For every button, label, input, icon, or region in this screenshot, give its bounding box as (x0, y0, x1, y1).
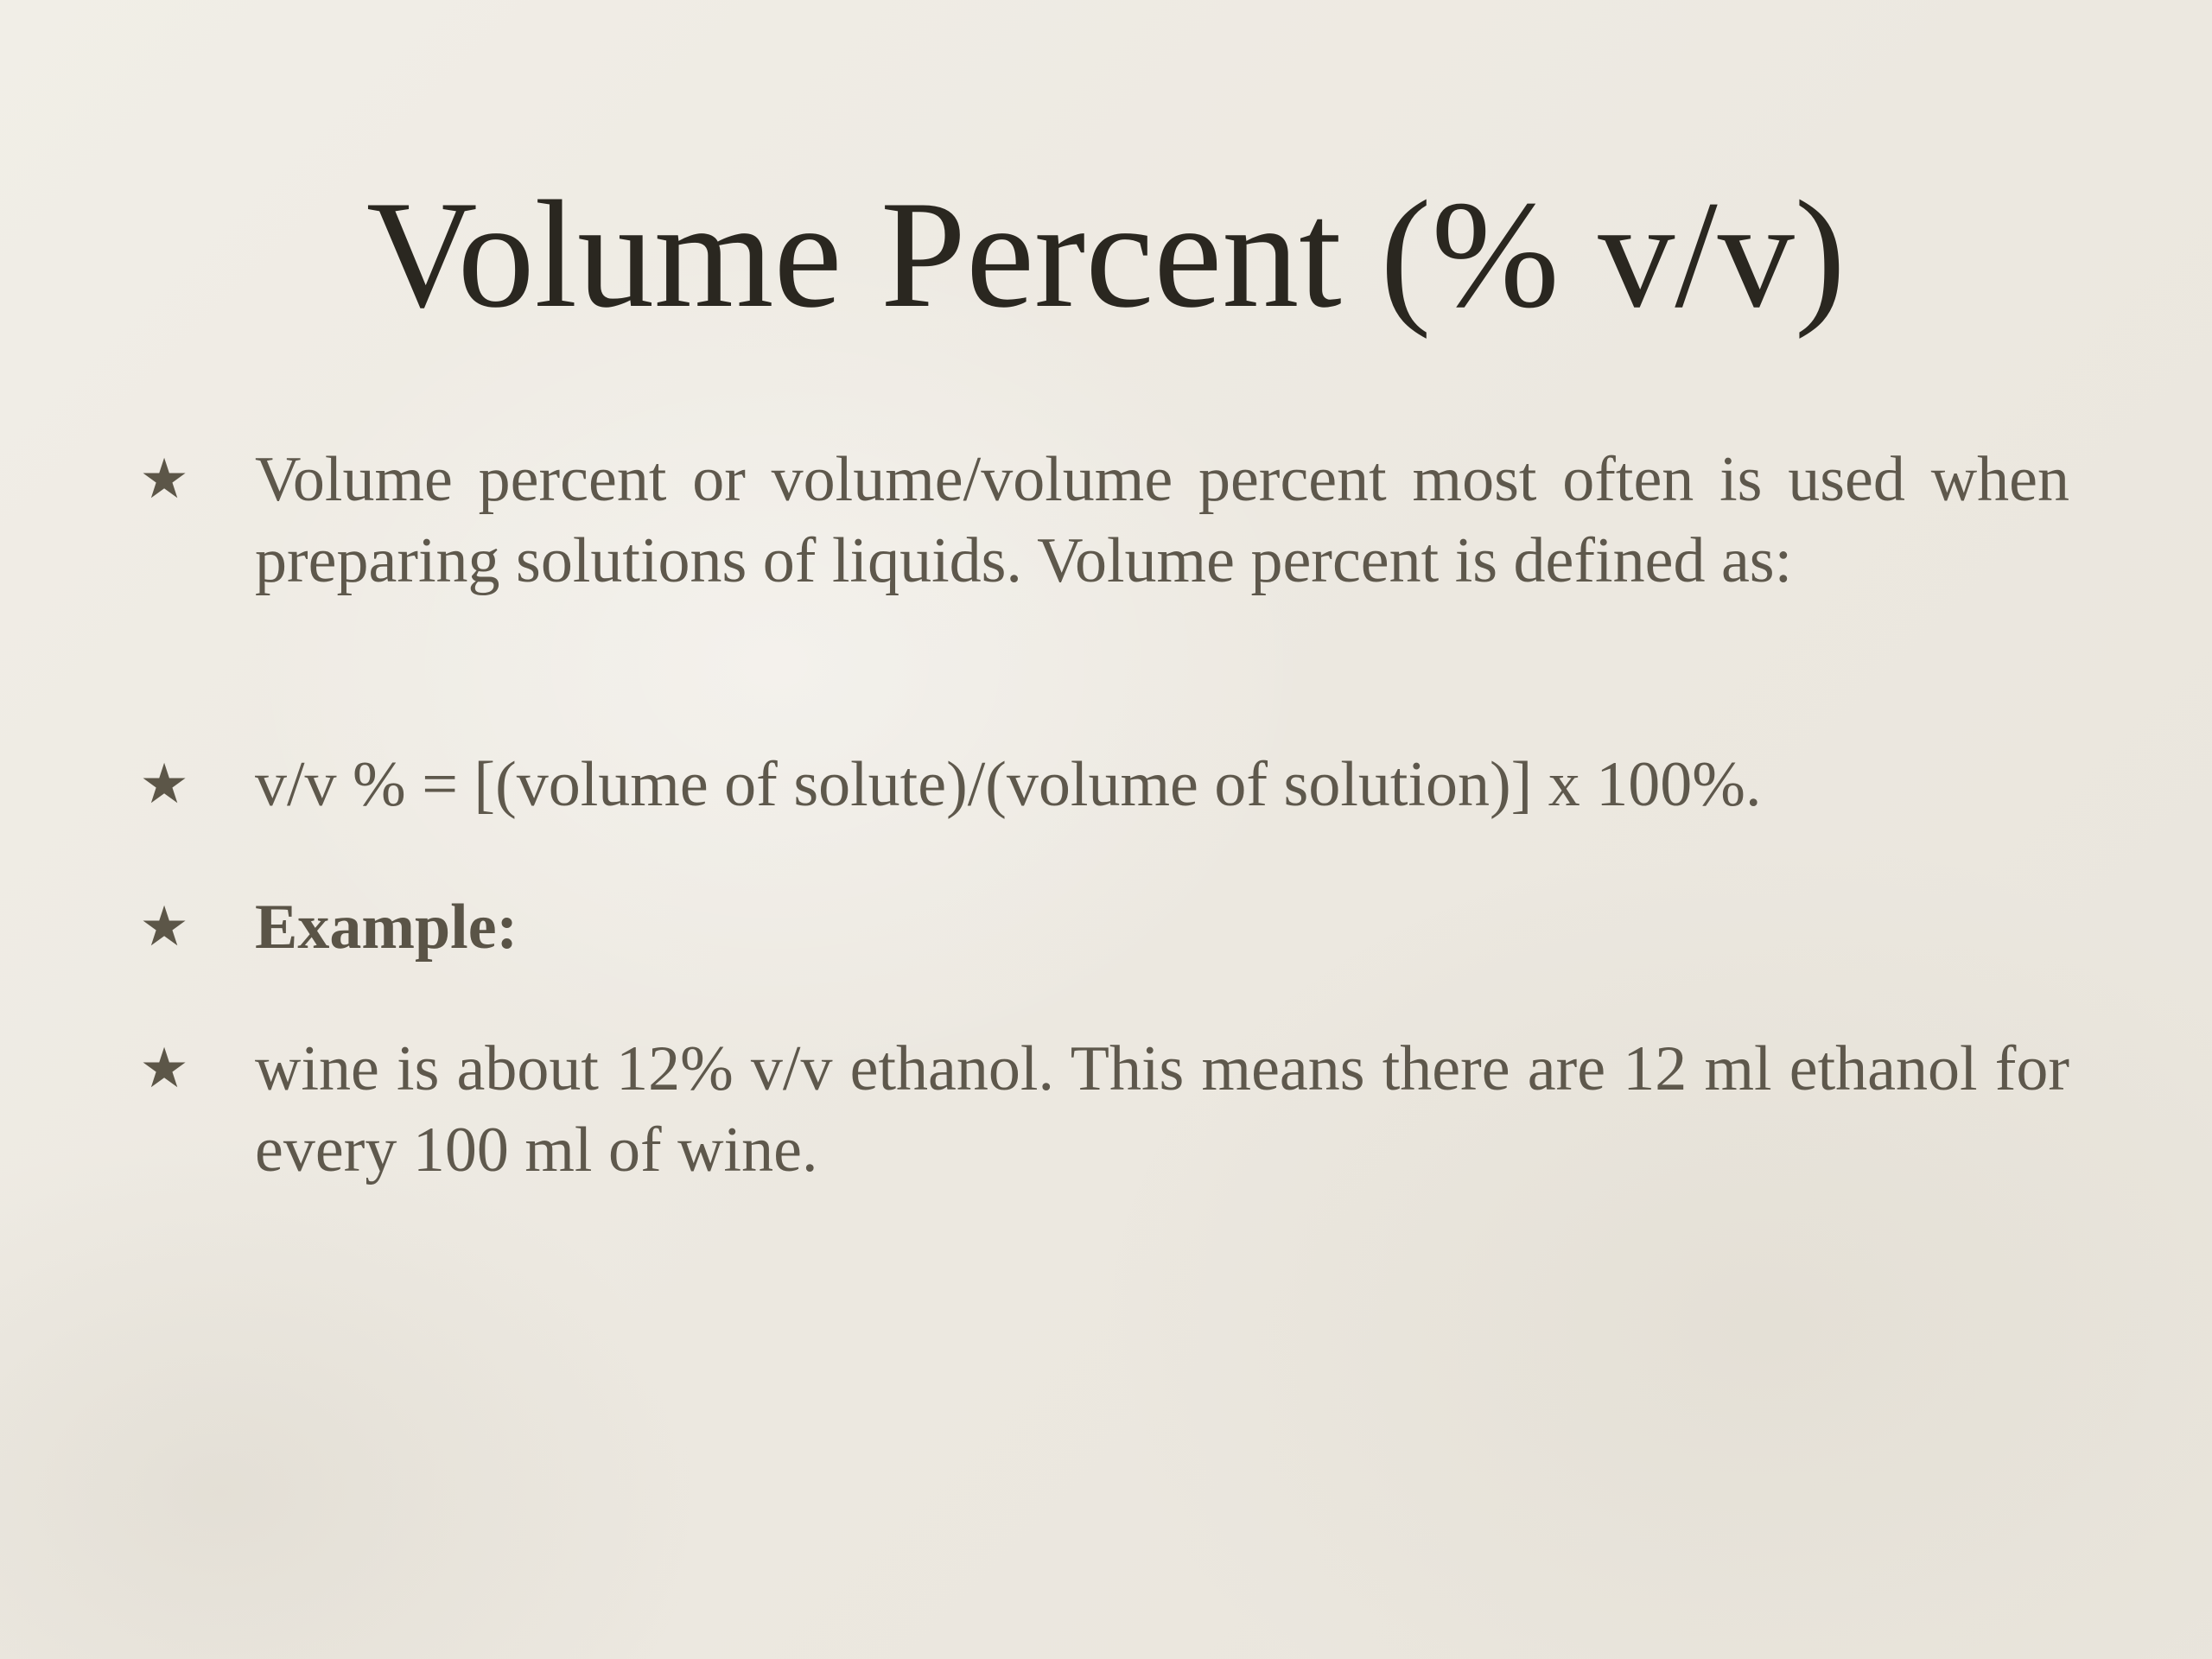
example-heading: Example: (255, 892, 518, 963)
slide-title: Volume Percent (% v/v) (365, 168, 1847, 340)
star-bullet-icon: ★ (139, 895, 189, 959)
formula-text: v/v % = [(volume of solute)/(volume of solution)] x 100%. (255, 749, 1762, 820)
star-bullet-icon: ★ (139, 1037, 189, 1101)
example-text: wine is about 12% v/v ethanol. This means there are 12 ml ethanol for every 100 ml of wine. (255, 1033, 2069, 1185)
star-bullet-icon: ★ (139, 448, 189, 512)
star-bullet-icon: ★ (139, 753, 189, 817)
bullet-text: Volume percent or volume/volume percent most often is used when preparing solutions of liquids. Volume percent is defined as: (255, 444, 2069, 596)
